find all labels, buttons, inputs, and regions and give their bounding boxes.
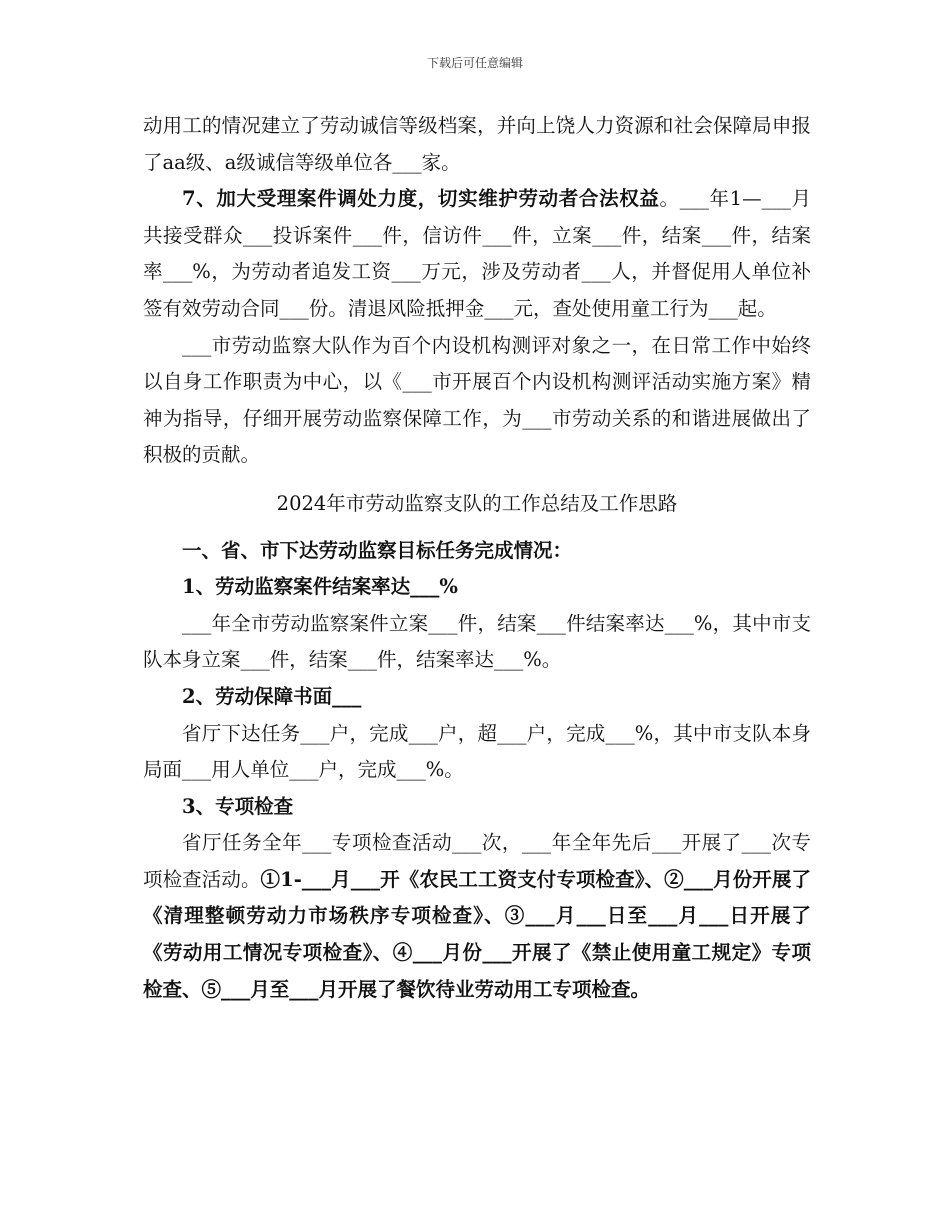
heading-closure-rate: 1、劳动监察案件结案率达___% (182, 575, 458, 599)
document-title: 2024年市劳动监察支队的工作总结及工作思路 (276, 491, 678, 515)
page-header: 下载后可任意编辑 (426, 56, 523, 70)
document-body (143, 108, 811, 1008)
section-heading-7: 7、加大受理案件调处力度，切实维护劳动者合法权益 (182, 187, 660, 211)
paragraph-case-handling-text: 。___年1—___月共接受群众___投诉案件___件，信访件___件，立案___件，结案___件，结案率___%，为劳动者追发工资___万元，涉及劳动者___人，并督促用人单位补签有效劳动合同___份。清退风险抵押金___元，查处使用童工行为___起。 (143, 187, 811, 320)
paragraph-case-handling (143, 181, 811, 327)
special-inspection-list: ①1-___月___开《农民工工资支付专项检查》、②___月份开展了《清理整顿劳动力市场秩序专项检查》、③___月___日至___月___日开展了《劳动用工情况专项检查》、④___月份___开展了《禁止使用童工规定》专项检查、⑤___月至___月开展了餐饮待业劳动用工专项检查。 (143, 867, 811, 1001)
heading-special-inspection: 3、专项检查 (182, 794, 294, 818)
paragraph-credit-archive: 动用工的情况建立了劳动诚信等级档案，并向上饶人力资源和社会保障局申报了aa级、a级诚信等级单位各___家。 (143, 114, 811, 174)
paragraph-brigade-summary: ___市劳动监察大队作为百个内设机构测评对象之一，在日常工作中始终以自身工作职责为中心，以《___市开展百个内设机构测评活动实施方案》精神为指导，仔细开展劳动监察保障工作，为___市劳动关系的和谐进展做出了积极的贡献。 (143, 333, 811, 467)
paragraph-closure-rate: ___年全市劳动监察案件立案___件，结案___件结案率达___%，其中市支队本身立案___件，结案___件，结案率达___%。 (143, 611, 811, 672)
heading-written-review: 2、劳动保障书面___ (182, 684, 362, 708)
special-inspection-text: 省厅任务全年___专项检查活动___次，___年全年先后___开展了___次专项检查活动。 (143, 831, 811, 891)
heading-targets: 一、省、市下达劳动监察目标任务完成情况： (182, 538, 573, 562)
paragraph-special-inspection (143, 825, 811, 1008)
paragraph-written-review: 省厅下达任务___户，完成___户，超___户，完成___%，其中市支队本身局面___用人单位___户，完成___%。 (143, 721, 811, 782)
